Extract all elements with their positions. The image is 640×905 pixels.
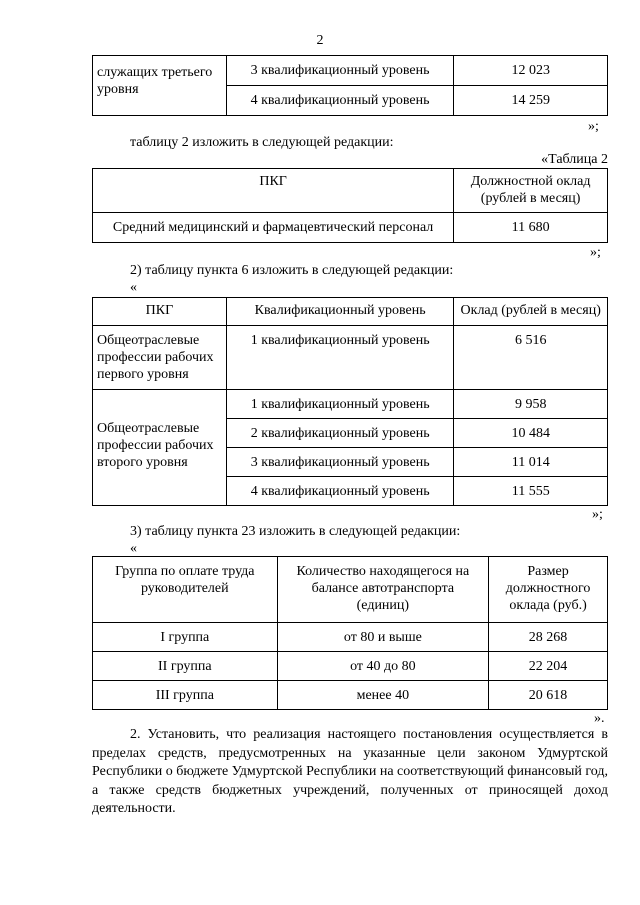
instruction-text: 2) таблицу пункта 6 изложить в следующей редакции: xyxy=(130,263,454,278)
table-cell-level: 3 квалификационный уровень xyxy=(226,56,454,86)
closing-quote: »; xyxy=(592,507,603,522)
table-cell-count: от 80 и выше xyxy=(277,623,488,652)
table-cell-group: I группа xyxy=(93,623,278,652)
table-header-pkg: ПКГ xyxy=(93,298,227,326)
table-cell-value: 12 023 xyxy=(454,56,608,86)
table-cell-value: 11 014 xyxy=(454,448,608,477)
table-cell-value: 9 958 xyxy=(454,390,608,419)
table-cell-salary: 20 618 xyxy=(489,681,608,710)
table-cell-count: от 40 до 80 xyxy=(277,652,488,681)
instruction-text: 3) таблицу пункта 23 изложить в следующей редакции: xyxy=(130,524,461,539)
closing-quote: »; xyxy=(590,245,601,260)
opening-quote: « xyxy=(130,280,137,295)
table-cell-value: 10 484 xyxy=(454,419,608,448)
table-cell-group: II группа xyxy=(93,652,278,681)
table-cell-level: 4 квалификационный уровень xyxy=(226,86,454,116)
table-continuation xyxy=(92,55,608,116)
table-header-salary: Размер должностного оклада (руб.) xyxy=(489,557,608,623)
table-cell-salary: 28 268 xyxy=(489,623,608,652)
table-cell-value: 6 516 xyxy=(454,326,608,390)
table-cell-level: 4 квалификационный уровень xyxy=(226,477,454,506)
table-cell-level: 3 квалификационный уровень xyxy=(226,448,454,477)
table-cell-value: 11 680 xyxy=(454,213,608,243)
table-cell-value: 14 259 xyxy=(454,86,608,116)
table-2 xyxy=(92,168,608,243)
table-point-6 xyxy=(92,297,608,506)
table-cell-level: 1 квалификационный уровень xyxy=(226,390,454,419)
closing-quote: »; xyxy=(588,119,599,134)
table-header-level: Квалификационный уровень xyxy=(226,298,454,326)
table-header-salary: Оклад (рублей в месяц) xyxy=(454,298,608,326)
table-cell-group: служащих третьего уровня xyxy=(93,56,227,116)
table-header-count: Количество находящегося на балансе автотранспорта (единиц) xyxy=(277,557,488,623)
table-cell-level: 2 квалификационный уровень xyxy=(226,419,454,448)
instruction-text: таблицу 2 изложить в следующей редакции: xyxy=(130,135,394,150)
table-cell-salary: 22 204 xyxy=(489,652,608,681)
table-cell-group: Общеотраслевые профессии рабочих второго уровня xyxy=(93,390,227,506)
table-cell-group: III группа xyxy=(93,681,278,710)
table-cell-level: 1 квалификационный уровень xyxy=(226,326,454,390)
paragraph-2: 2. Установить, что реализация настоящего постановления осуществляется в пределах средств, предусмотренных на указанные цели законом Удмуртской Республики о бюджете Удмуртской Республики на соответствующий финансовый год, а также средств бюджетных учреждений, полученных от приносящей доход деятельности. xyxy=(92,727,608,816)
table-header-pkg: ПКГ xyxy=(93,169,454,213)
table-cell-count: менее 40 xyxy=(277,681,488,710)
table-point-23 xyxy=(92,556,608,710)
opening-quote: « xyxy=(130,541,137,556)
table-cell-value: 11 555 xyxy=(454,477,608,506)
table-cell-name: Средний медицинский и фармацевтический персонал xyxy=(93,213,454,243)
table-cell-group: Общеотраслевые профессии рабочих первого уровня xyxy=(93,326,227,390)
table-header-salary: Должностной оклад (рублей в месяц) xyxy=(454,169,608,213)
table-header-group: Группа по оплате труда руководителей xyxy=(93,557,278,623)
table-caption: «Таблица 2 xyxy=(541,152,608,167)
closing-quote: ». xyxy=(594,711,605,726)
page-number: 2 xyxy=(316,33,324,48)
